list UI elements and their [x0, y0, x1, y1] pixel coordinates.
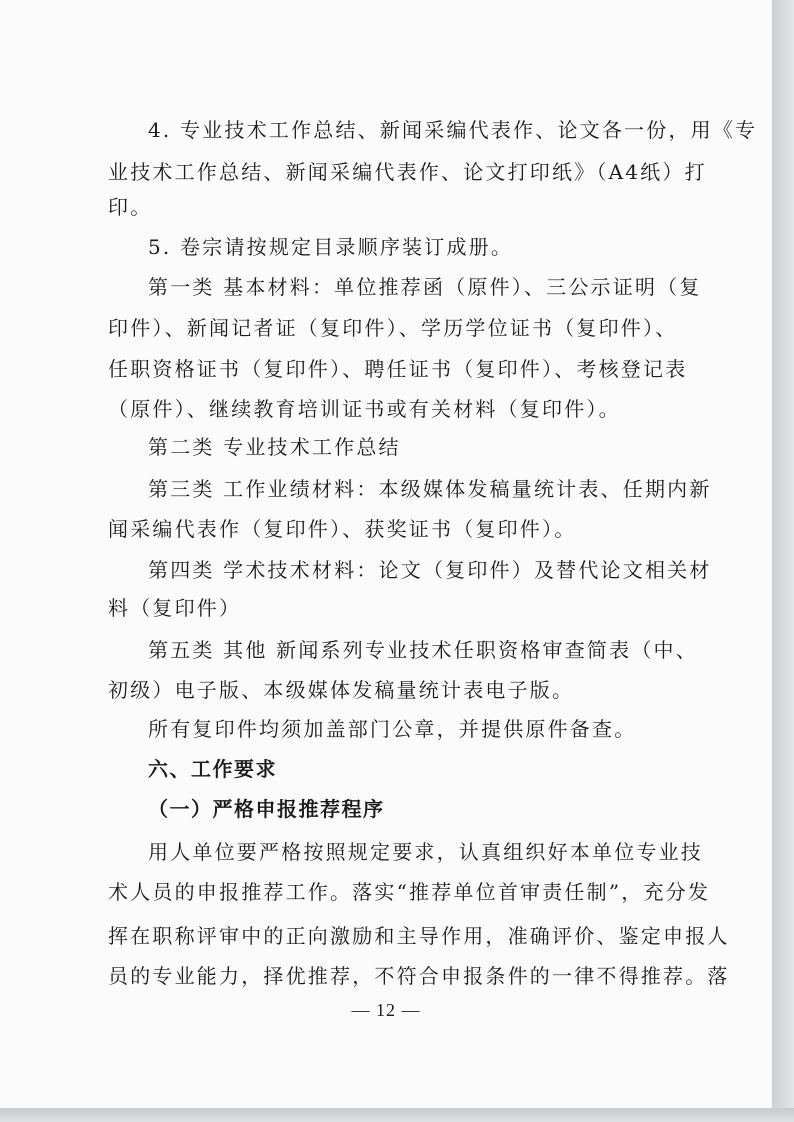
- body-line: 第二类 专业技术工作总结: [148, 435, 401, 459]
- body-line: 术人员的申报推荐工作。落实“推荐单位首审责任制”，充分发: [108, 880, 711, 904]
- body-line: 第一类 基本材料：单位推荐函（原件）、三公示证明（复: [148, 275, 702, 299]
- scan-edge-shadow: [772, 0, 794, 1108]
- body-line: 印件）、新闻记者证（复印件）、学历学位证书（复印件）、: [108, 316, 678, 340]
- body-line: （原件）、继续教育培训证书或有关材料（复印件）。: [108, 397, 621, 421]
- body-line: 员的专业能力，择优推荐，不符合申报条件的一律不得推荐。落: [108, 964, 730, 988]
- scan-bottom-shadow: [0, 1108, 794, 1122]
- body-line: 所有复印件均须加盖部门公章，并提供原件备查。: [148, 717, 637, 741]
- body-line: 任职资格证书（复印件）、聘任证书（复印件）、考核登记表: [108, 357, 688, 381]
- body-line: 业技术工作总结、新闻采编代表作、论文打印纸》（A4纸）打: [108, 160, 707, 184]
- body-line: 料（复印件）: [108, 596, 242, 620]
- body-line: 用人单位要严格按照规定要求，认真组织好本单位专业技: [148, 840, 703, 864]
- body-line: 印。: [108, 195, 153, 219]
- body-line: 挥在职称评审中的正向激励和主导作用，准确评价、鉴定申报人: [108, 924, 730, 948]
- body-line: 4. 专业技术工作总结、新闻采编代表作、论文各一份，用《专: [148, 118, 758, 142]
- subsection-heading: （一）严格申报推荐程序: [148, 797, 385, 821]
- body-line: 闻采编代表作（复印件）、获奖证书（复印件）。: [108, 517, 577, 541]
- body-line: 第四类 学术技术材料：论文（复印件）及替代论文相关材: [148, 558, 712, 582]
- body-line: 5. 卷宗请按规定目录顺序装订成册。: [148, 235, 514, 259]
- body-line: 初级）电子版、本级媒体发稿量统计表电子版。: [108, 678, 575, 702]
- section-heading: 六、工作要求: [148, 757, 277, 781]
- page-number: — 12 —: [351, 1000, 421, 1020]
- body-line: 第五类 其他 新闻系列专业技术任职资格审查简表（中、: [148, 638, 698, 662]
- body-line: 第三类 工作业绩材料：本级媒体发稿量统计表、任期内新: [148, 477, 712, 501]
